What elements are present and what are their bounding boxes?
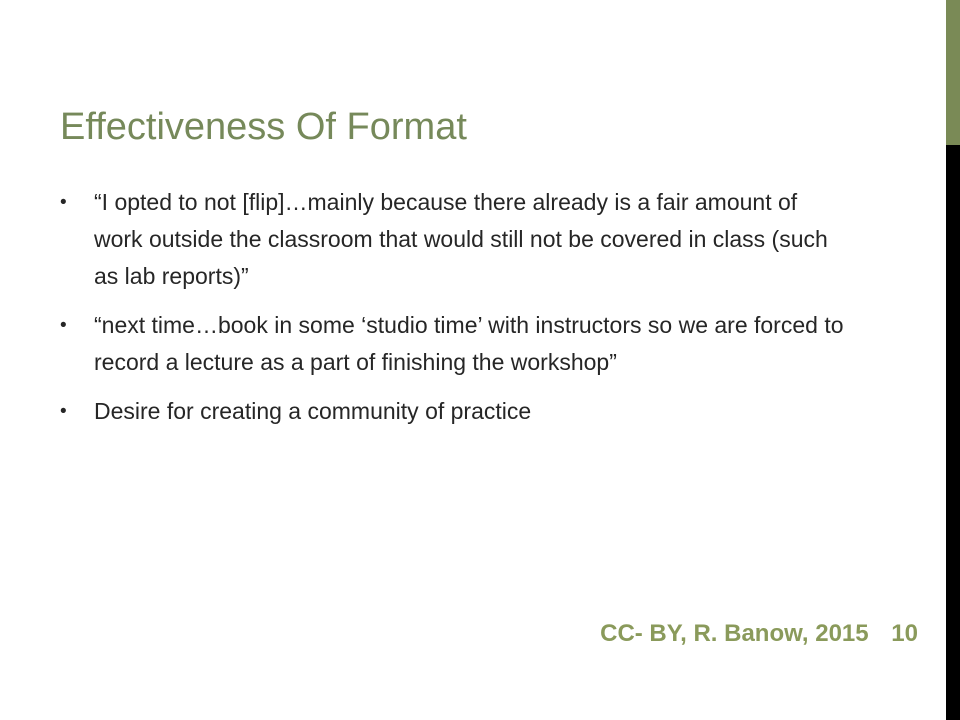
- bullet-dot: •: [60, 192, 67, 213]
- accent-bar-top: [946, 0, 960, 145]
- accent-bar-bottom: [946, 145, 960, 720]
- bullet-text: Desire for creating a community of practice: [94, 398, 532, 424]
- bullet-text: “next time…book in some ‘studio time’ with instructors so we are forced to record a lecture as a part of finishing the workshop”: [94, 312, 844, 375]
- bullet-dot: •: [60, 315, 67, 336]
- bullet-item: [60, 307, 850, 381]
- page-number: 10: [891, 620, 918, 647]
- slide-footer: [600, 620, 918, 648]
- credit-text: CC- BY, R. Banow, 2015: [600, 620, 869, 647]
- bullet-dot: •: [60, 401, 67, 422]
- bullet-item: [60, 184, 850, 295]
- bullet-list: [60, 184, 850, 442]
- slide-title: Effectiveness Of Format: [60, 106, 467, 148]
- bullet-item: [60, 393, 850, 430]
- bullet-text: “I opted to not [flip]…mainly because there already is a fair amount of work outside the classroom that would still not be covered in class (such as lab reports)”: [94, 189, 828, 289]
